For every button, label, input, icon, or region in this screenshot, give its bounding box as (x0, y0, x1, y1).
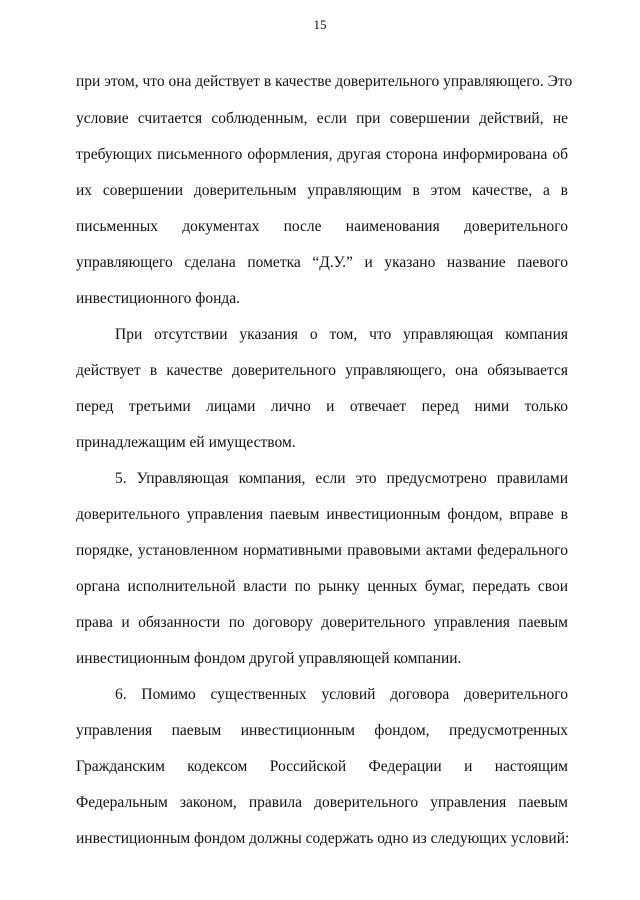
paragraph-4-line-3: Гражданским кодексом Российской Федерации и настоящим (76, 758, 568, 775)
paragraph-4-line-1: 6. Помимо существенных условий договора доверительного (115, 686, 568, 703)
paragraph-1-line-1: при этом, что она действует в качестве доверительного управляющего. Это (76, 73, 573, 90)
paragraph-2-line-1: При отсутствии указания о том, что управляющая компания (115, 326, 568, 343)
paragraph-4-line-2: управления паевым инвестиционным фондом, предусмотренных (76, 722, 568, 739)
paragraph-2-line-4: принадлежащим ей имуществом. (76, 434, 296, 451)
paragraph-4-line-5: инвестиционным фондом должны содержать одно из следующих условий: (76, 830, 570, 847)
paragraph-3-line-5: права и обязанности по договору доверительного управления паевым (76, 614, 568, 631)
paragraph-1-line-6: управляющего сделана пометка “Д.У.” и указано название паевого (76, 254, 568, 271)
paragraph-4-line-4: Федеральным законом, правила доверительного управления паевым (76, 794, 568, 811)
paragraph-1-line-5: письменных документах после наименования доверительного (76, 218, 568, 235)
paragraph-1-line-4: их совершении доверительным управляющим в этом качестве, а в (76, 182, 568, 199)
paragraph-3-line-6: инвестиционным фондом другой управляющей компании. (76, 650, 462, 667)
paragraph-3-line-3: порядке, установленном нормативными правовыми актами федерального (76, 542, 568, 559)
paragraph-3-line-4: органа исполнительной власти по рынку ценных бумаг, передать свои (76, 578, 568, 595)
page-number: 15 (313, 17, 327, 32)
paragraph-2-line-2: действует в качестве доверительного управляющего, она обязывается (76, 362, 568, 379)
paragraph-2-line-3: перед третьими лицами лично и отвечает перед ними только (76, 398, 568, 415)
paragraph-1-line-3: требующих письменного оформления, другая сторона информирована об (76, 146, 568, 163)
paragraph-3-line-2: доверительного управления паевым инвестиционным фондом, вправе в (76, 506, 568, 523)
paragraph-1-line-7: инвестиционного фонда. (76, 290, 241, 307)
paragraph-1-line-2: условие считается соблюденным, если при совершении действий, не (76, 110, 568, 127)
paragraph-3-line-1: 5. Управляющая компания, если это предусмотрено правилами (115, 470, 568, 487)
